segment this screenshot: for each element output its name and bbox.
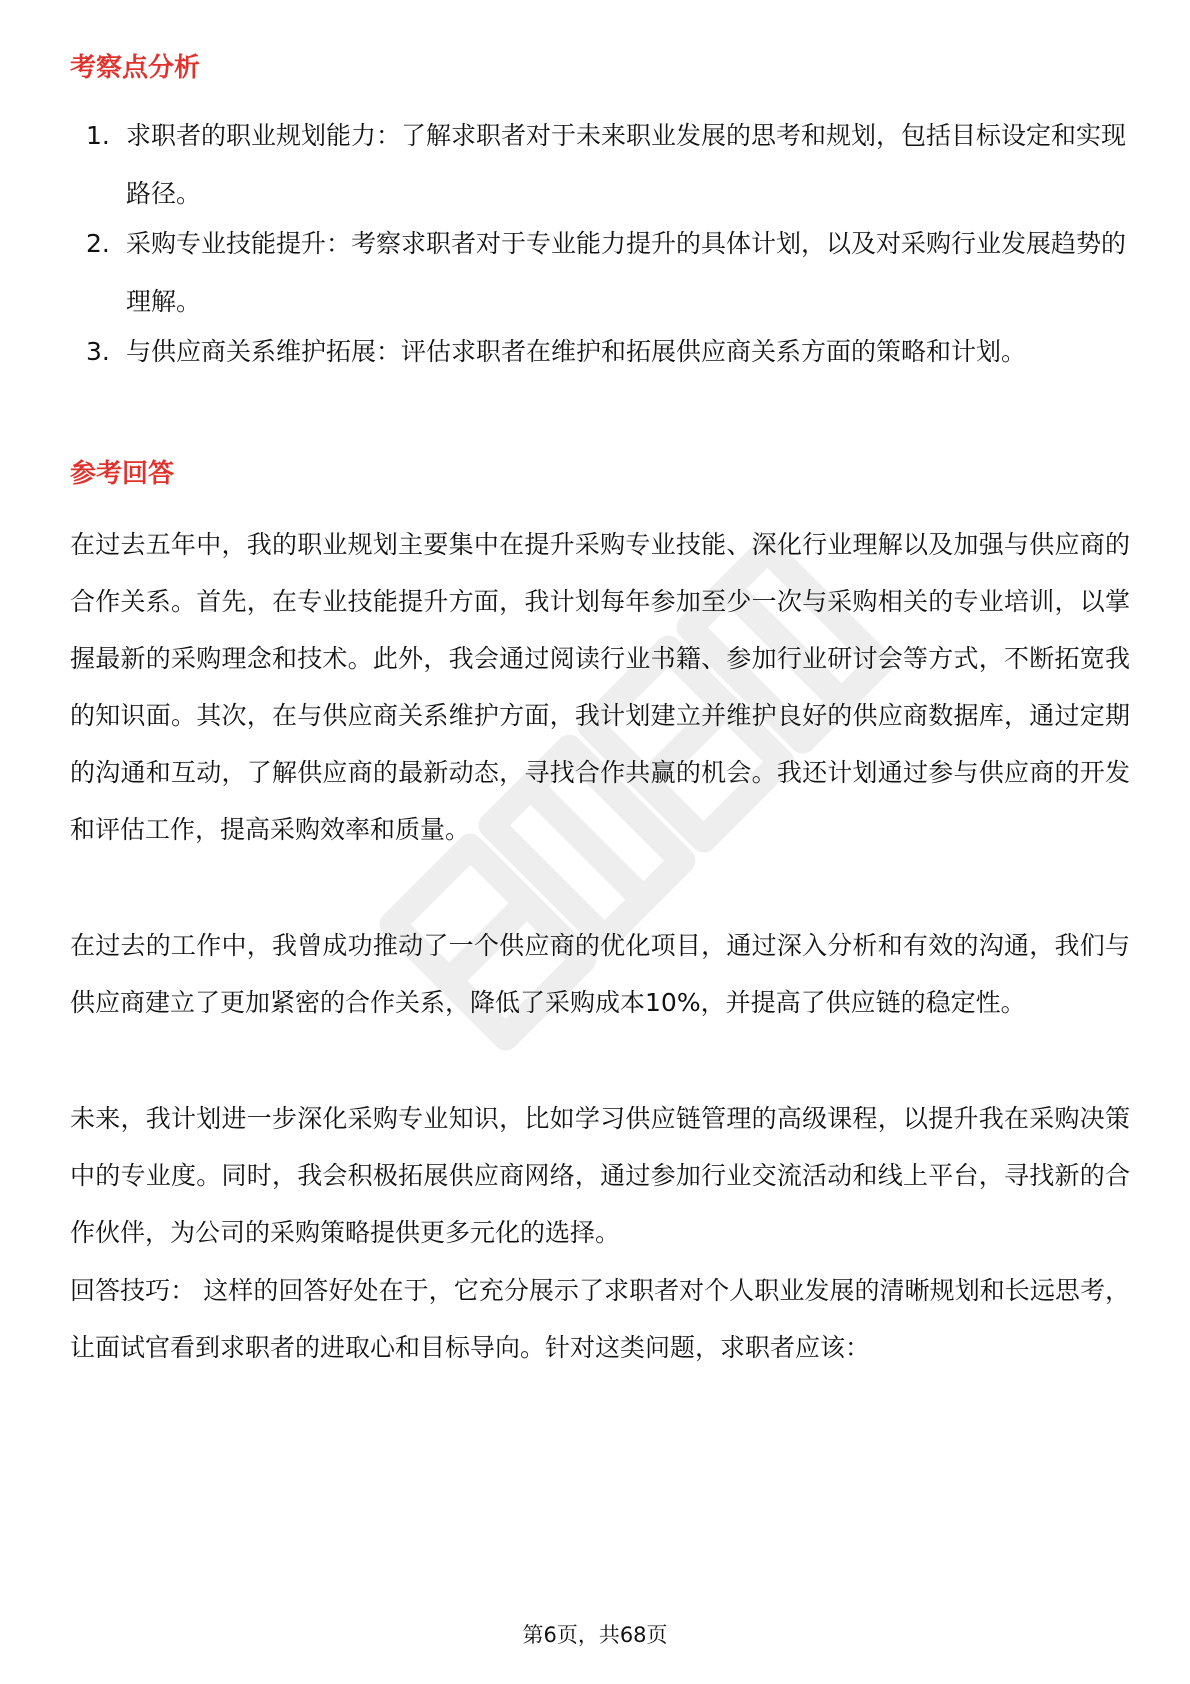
analysis-heading: 考察点分析 <box>70 53 201 83</box>
answer-paragraph-1: 在过去五年中，我的职业规划主要集中在提升采购专业技能、深化行业理解以及加强与供应商的合作关系。首先，在专业技能提升方面，我计划每年参加至少一次与采购相关的专业培训，以掌握最新的采购理念和技术。此外，我会通过阅读行业书籍、参加行业研讨会等方式，不断拓宽我的知识面。其次，在与供应商关系维护方面，我计划建立并维护良好的供应商数据库，通过定期的沟通和互动，了解供应商的最新动态，寻找合作共赢的机会。我还计划通过参与供应商的开发和评估工作，提高采购效率和质量。 <box>70 530 1130 844</box>
answer-paragraph-3: 未来，我计划进一步深化采购专业知识，比如学习供应链管理的高级课程，以提升我在采购决策中的专业度。同时，我会积极拓展供应商网络，通过参加行业交流活动和线上平台，寻找新的合作伙伴，为公司的采购策略提供更多元化的选择。 <box>70 1104 1130 1247</box>
answer-tips-paragraph: 回答技巧： 这样的回答好处在于，它充分展示了求职者对个人职业发展的清晰规划和长远思考，让面试官看到求职者的进取心和目标导向。针对这类问题，求职者应该： <box>70 1276 1130 1362</box>
list-number: 2. <box>86 229 110 258</box>
analysis-item-1 <box>86 107 1126 223</box>
list-item-text: 采购专业技能提升：考察求职者对于专业能力提升的具体计划，以及对采购行业发展趋势的理解。 <box>126 229 1127 316</box>
answer-heading: 参考回答 <box>70 459 175 489</box>
list-item-text: 求职者的职业规划能力：了解求职者对于未来职业发展的思考和规划，包括目标设定和实现路径。 <box>126 121 1127 208</box>
list-number: 3. <box>86 337 110 366</box>
answer-paragraph-2: 在过去的工作中，我曾成功推动了一个供应商的优化项目，通过深入分析和有效的沟通，我们与供应商建立了更加紧密的合作关系，降低了采购成本10%，并提高了供应链的稳定性。 <box>70 931 1130 1017</box>
analysis-item-2 <box>86 215 1126 331</box>
list-number: 1. <box>86 121 110 150</box>
analysis-item-3 <box>86 323 1126 381</box>
list-item-text: 与供应商关系维护拓展：评估求职者在维护和拓展供应商关系方面的策略和计划。 <box>126 337 1027 366</box>
page-number-footer: 第6页，共68页 <box>522 1623 668 1647</box>
